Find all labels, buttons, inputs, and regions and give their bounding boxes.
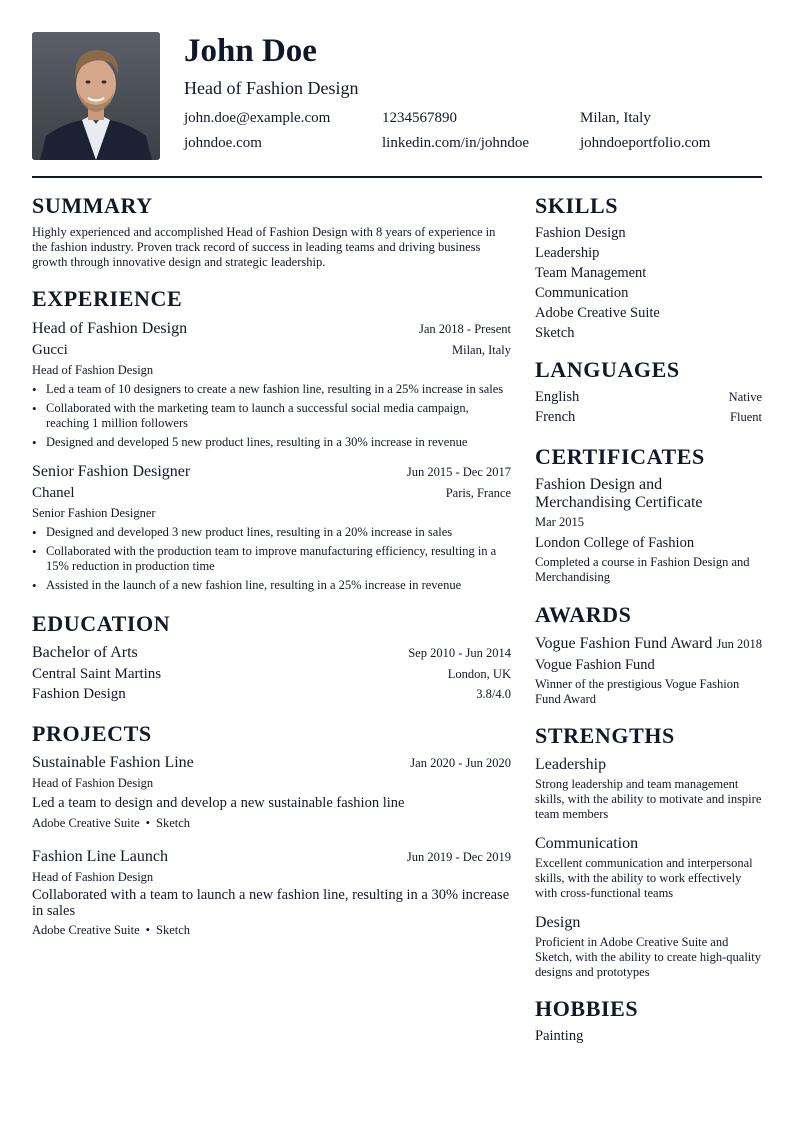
language-level: Fluent xyxy=(730,410,762,424)
phone-number[interactable]: 1234567890 xyxy=(382,110,457,126)
languages-list xyxy=(535,387,762,427)
contact-info xyxy=(184,109,762,153)
awards-section xyxy=(535,602,762,707)
location-text: Milan, Italy xyxy=(580,110,651,126)
education-school: Central Saint Martins xyxy=(32,666,162,682)
candidate-name: John Doe xyxy=(184,33,317,69)
certificates-section xyxy=(535,444,762,585)
project-name: Sustainable Fashion Line xyxy=(32,754,194,771)
award-description: Winner of the prestigious Vogue Fashion Fund Award xyxy=(535,677,740,706)
strength-name: Design xyxy=(535,914,581,931)
strength-name: Communication xyxy=(535,835,639,852)
project-date: Jan 2020 - Jun 2020 xyxy=(410,756,511,770)
bullet-item: • Collaborated with the production team to improve manufacturing efficiency, resulting in a 15% reduction in production time xyxy=(32,544,511,574)
project-name: Fashion Line Launch xyxy=(32,848,168,865)
skills-heading: SKILLS xyxy=(535,193,619,218)
language-level: Native xyxy=(728,390,762,404)
summary-section xyxy=(32,193,511,270)
experience-heading: EXPERIENCE xyxy=(32,286,183,311)
hobbies-section xyxy=(535,996,762,1046)
experience-item xyxy=(32,319,511,450)
strengths-section xyxy=(535,723,762,980)
skill-item: Leadership xyxy=(535,245,600,261)
certificate-description: Completed a course in Fashion Design and Merchandising xyxy=(535,555,750,584)
experience-date: Jan 2018 - Present xyxy=(419,322,511,336)
skill-item: Adobe Creative Suite xyxy=(535,305,660,321)
education-section xyxy=(32,611,511,704)
strength-description: Strong leadership and team management skills, with the ability to motivate and inspire team members xyxy=(535,777,762,821)
education-field: Fashion Design xyxy=(32,686,126,702)
project-keywords xyxy=(32,923,511,938)
experience-section xyxy=(32,286,511,593)
portrait-image xyxy=(32,32,160,160)
portfolio-link[interactable]: johndoeportfolio.com xyxy=(580,135,711,151)
experience-position: Head of Fashion Design xyxy=(32,320,188,337)
experience-bullets xyxy=(32,382,511,450)
strengths-heading: STRENGTHS xyxy=(535,723,675,748)
bullet-item: • Led a team of 10 designers to create a new fashion line, resulting in a 25% increase in sales xyxy=(32,382,511,397)
language-name: English xyxy=(535,389,580,405)
education-gpa: 3.8/4.0 xyxy=(476,687,511,701)
project-item xyxy=(32,753,511,831)
projects-heading: PROJECTS xyxy=(32,721,152,746)
skills-list xyxy=(535,223,762,343)
keyword: Adobe Creative Suite xyxy=(32,816,140,830)
award-awarder: Vogue Fashion Fund xyxy=(535,657,655,673)
certificate-date: Mar 2015 xyxy=(535,515,584,529)
award-name: Vogue Fashion Fund Award xyxy=(535,635,713,652)
candidate-headline: Head of Fashion Design xyxy=(184,78,359,98)
experience-role: Senior Fashion Designer xyxy=(32,506,156,520)
summary-heading: SUMMARY xyxy=(32,193,153,218)
experience-date: Jun 2015 - Dec 2017 xyxy=(406,465,511,479)
sidebar-column xyxy=(535,193,762,1046)
keyword: Adobe Creative Suite xyxy=(32,923,140,937)
project-item xyxy=(32,847,511,938)
experience-position: Senior Fashion Designer xyxy=(32,463,191,480)
certificate-name: Fashion Design and Merchandising Certificate xyxy=(535,476,703,511)
languages-section xyxy=(535,357,762,427)
skill-item: Fashion Design xyxy=(535,225,626,241)
keyword: Sketch xyxy=(156,923,191,937)
projects-section xyxy=(32,721,511,938)
certificate-issuer: London College of Fashion xyxy=(535,535,695,551)
hobbies-list xyxy=(535,1026,762,1046)
project-description: Led a team to design and develop a new sustainable fashion line xyxy=(32,795,405,811)
experience-company: Gucci xyxy=(32,342,68,358)
experience-location: Milan, Italy xyxy=(451,343,511,357)
linkedin-link[interactable]: linkedin.com/in/johndoe xyxy=(382,135,530,151)
hobby-item: Painting xyxy=(535,1028,584,1044)
bullet-item: • Assisted in the launch of a new fashion line, resulting in a 25% increase in revenue xyxy=(32,578,511,593)
experience-bullets xyxy=(32,525,511,593)
summary-text: Highly experienced and accomplished Head of Fashion Design with 8 years of experience in the fashion industry. Proven track record of success in leading teams and driving business growth through innovative design and strategic leadership. xyxy=(32,225,496,269)
bullet-item: • Designed and developed 3 new product lines, resulting in a 20% increase in sales xyxy=(32,525,511,540)
experience-location: Paris, France xyxy=(445,486,511,500)
main-column xyxy=(32,193,511,938)
education-location: London, UK xyxy=(447,667,511,681)
bullet-item: • Collaborated with the marketing team to launch a successful social media campaign, reaching 1 million followers xyxy=(32,401,511,431)
skill-item: Communication xyxy=(535,285,629,301)
project-role: Head of Fashion Design xyxy=(32,870,154,884)
project-date: Jun 2019 - Dec 2019 xyxy=(406,850,511,864)
project-role: Head of Fashion Design xyxy=(32,776,154,790)
keyword-separator: • xyxy=(145,816,151,830)
keyword: Sketch xyxy=(156,816,191,830)
strength-item xyxy=(535,834,762,901)
skills-section xyxy=(535,193,762,343)
resume-header xyxy=(32,32,762,160)
language-name: French xyxy=(535,409,576,425)
award-date: Jun 2018 xyxy=(716,637,762,651)
website-link[interactable]: johndoe.com xyxy=(184,135,262,151)
header-divider xyxy=(32,176,762,178)
skill-item: Sketch xyxy=(535,325,575,341)
education-degree: Bachelor of Arts xyxy=(32,644,138,661)
profile-photo xyxy=(32,32,160,160)
bullet-item: • Designed and developed 5 new product lines, resulting in a 30% increase in revenue xyxy=(32,435,511,450)
project-description: Collaborated with a team to launch a new fashion line, resulting in a 30% increase in sales xyxy=(32,887,510,919)
education-date: Sep 2010 - Jun 2014 xyxy=(408,646,511,660)
keyword-separator: • xyxy=(145,923,151,937)
strength-description: Excellent communication and interpersonal skills, with the ability to work effectively with cross-functional teams xyxy=(535,856,753,900)
strength-item xyxy=(535,913,762,980)
skill-item: Team Management xyxy=(535,265,647,281)
certificates-heading: CERTIFICATES xyxy=(535,444,705,469)
project-keywords xyxy=(32,816,511,831)
experience-role: Head of Fashion Design xyxy=(32,363,154,377)
strength-description: Proficient in Adobe Creative Suite and Sketch, with the ability to create high-quality designs and prototypes xyxy=(535,935,761,979)
experience-item xyxy=(32,462,511,593)
experience-company: Chanel xyxy=(32,485,75,501)
awards-heading: AWARDS xyxy=(535,602,632,627)
strength-name: Leadership xyxy=(535,756,607,773)
strength-item xyxy=(535,755,762,822)
languages-heading: LANGUAGES xyxy=(535,357,680,382)
email-link[interactable]: john.doe@example.com xyxy=(184,110,331,126)
hobbies-heading: HOBBIES xyxy=(535,996,639,1021)
education-heading: EDUCATION xyxy=(32,611,171,636)
